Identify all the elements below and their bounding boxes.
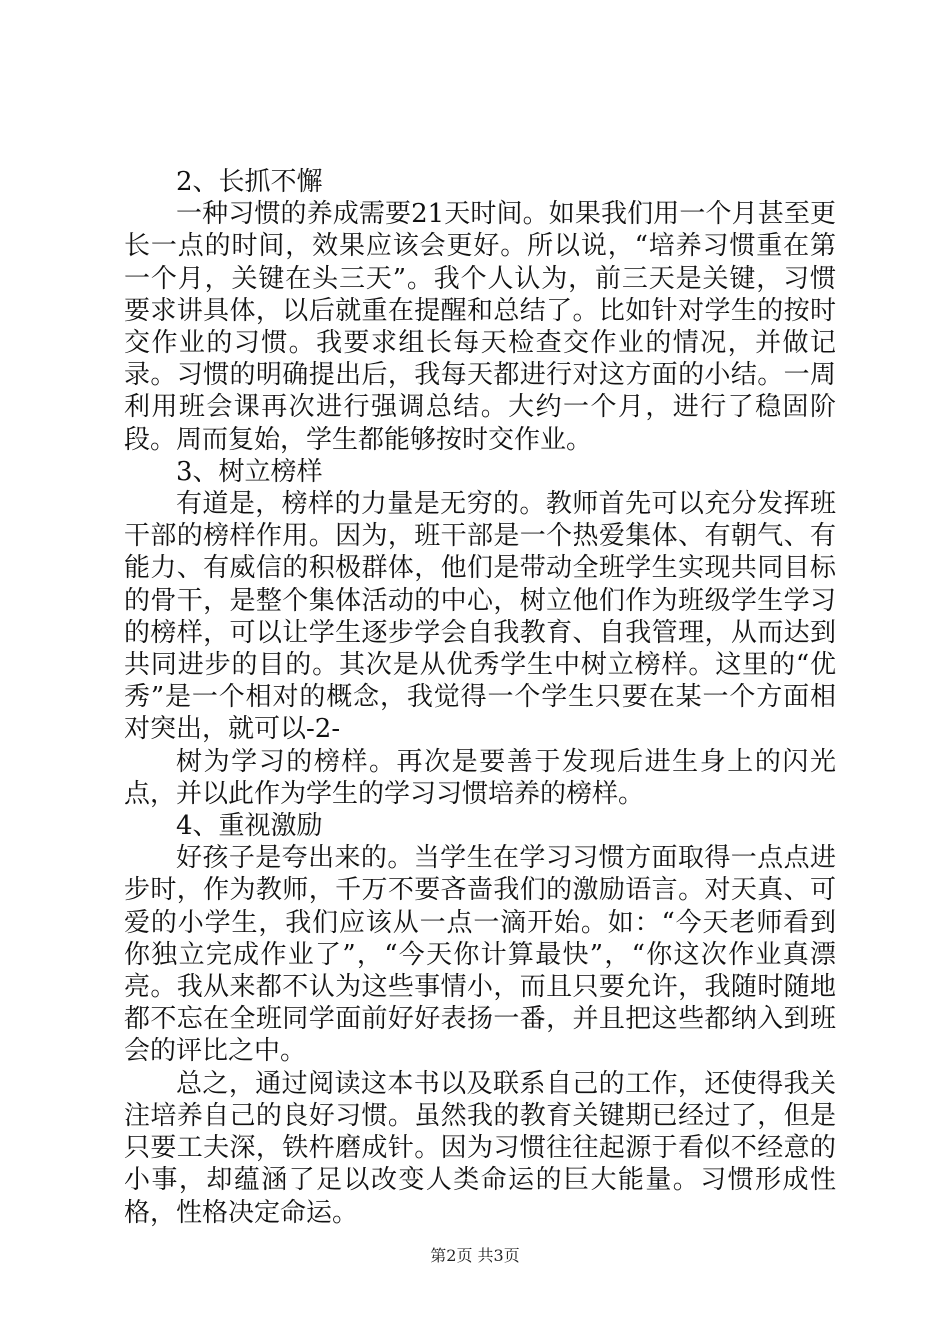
section-heading-encouragement: 4、重视激励 xyxy=(176,811,323,842)
paragraph-role-model: 有道是，榜样的力量是无穷的。教师首先可以充分发挥班干部的榜样作用。因为，班干部是一个热爱集体、有朝气、有能力、有威信的积极群体，他们是带动全班学生实现共同目标的骨干，是整个集体活动的中心，树立他们作为班级学生学习的榜样，可以让学生逐步学会自我教育、自我管理，从而达到共同进步的目的。其次是从优秀学生中树立榜样。这里的“优秀”是一个相对的概念，我觉得一个学生只要在某一个方面相对突出，就可以-2- xyxy=(124,489,836,745)
paragraph-persist: 一种习惯的养成需要21天时间。如果我们用一个月甚至更长一点的时间，效果应该会更好。所以说，“培养习惯重在第一个月，关键在头三天”。我个人认为，前三天是关键，习惯要求讲具体，以后就重在提醒和总结了。比如针对学生的按时交作业的习惯。我要求组长每天检查交作业的情况，并做记录。习惯的明确提出后，我每天都进行对这方面的小结。一周利用班会课再次进行强调总结。大约一个月，进行了稳固阶段。周而复始，学生都能够按时交作业。 xyxy=(124,199,836,455)
section-heading-role-model: 3、树立榜样 xyxy=(176,456,323,487)
paragraph-encouragement: 好孩子是夸出来的。当学生在学习习惯方面取得一点点进步时，作为教师，千万不要吝啬我们的激励语言。对天真、可爱的小学生，我们应该从一点一滴开始。如：“今天老师看到你独立完成作业了”，“今天你计算最快”，“你这次作业真漂亮。我从来都不认为这些事情小，而且只要允许，我随时随地都不忘在全班同学面前好好表扬一番，并且把这些都纳入到班会的评比之中。 xyxy=(124,843,836,1067)
document-body xyxy=(124,166,836,1229)
page-footer: 第2页 共3页 xyxy=(430,1246,520,1265)
paragraph-conclusion: 总之，通过阅读这本书以及联系自己的工作，还使得我关注培养自己的良好习惯。虽然我的教育关键期已经过了，但是只要工夫深，铁杵磨成针。因为习惯往往起源于看似不经意的小事，却蕴涵了足以改变人类命运的巨大能量。习惯形成性格，性格决定命运。 xyxy=(124,1068,836,1228)
section-heading-persist: 2、长抓不懈 xyxy=(176,167,323,197)
paragraph-role-model-continued: 树为学习的榜样。再次是要善于发现后进生身上的闪光点，并以此作为学生的学习习惯培养的榜样。 xyxy=(124,746,836,809)
